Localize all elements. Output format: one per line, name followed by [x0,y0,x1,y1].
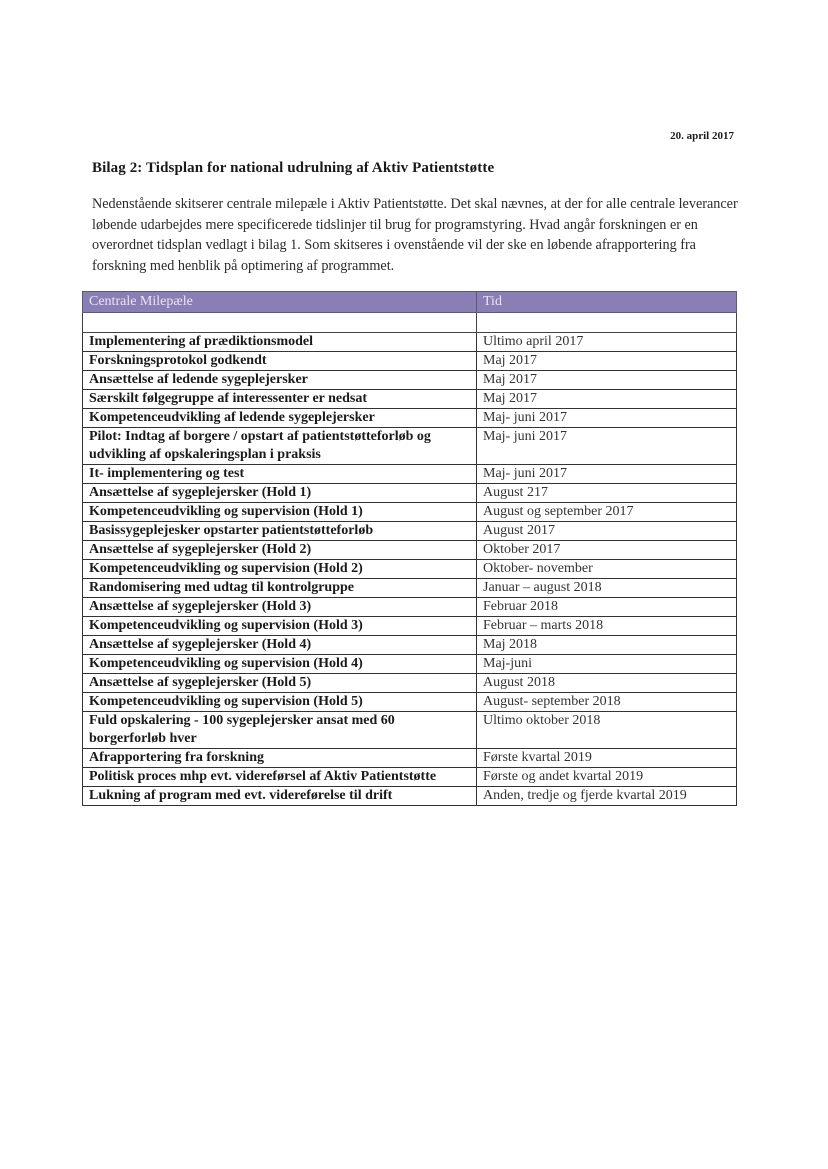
milestone-cell: Ansættelse af ledende sygeplejersker [83,371,477,390]
table-row [83,598,737,617]
milestone-cell: Ansættelse af sygeplejersker (Hold 5) [83,674,477,693]
milestone-cell: Lukning af program med evt. videreførelse til drift [83,787,477,806]
time-cell: Maj 2018 [477,636,737,655]
milestone-cell: Ansættelse af sygeplejersker (Hold 4) [83,636,477,655]
milestone-cell: Forskningsprotokol godkendt [83,352,477,371]
table-row [83,617,737,636]
time-cell: Maj- juni 2017 [477,465,737,484]
milestone-cell: Afrapportering fra forskning [83,749,477,768]
milestone-cell: Kompetenceudvikling af ledende sygeplejersker [83,409,477,428]
page-title: Bilag 2: Tidsplan for national udrulning af Aktiv Patientstøtte [92,160,495,176]
table-row [83,787,737,806]
table-row [83,503,737,522]
time-cell: Maj 2017 [477,371,737,390]
time-cell: Ultimo april 2017 [477,333,737,352]
table-row [83,371,737,390]
table-row [83,352,737,371]
table-row [83,484,737,503]
table-row [83,390,737,409]
milestone-cell: Implementering af prædiktionsmodel [83,333,477,352]
table-row [83,333,737,352]
milestone-cell: Kompetenceudvikling og supervision (Hold 5) [83,693,477,712]
time-cell: Første kvartal 2019 [477,749,737,768]
time-cell: August- september 2018 [477,693,737,712]
milestone-cell: Ansættelse af sygeplejersker (Hold 2) [83,541,477,560]
time-cell: Maj 2017 [477,390,737,409]
milestone-cell: Randomisering med udtag til kontrolgruppe [83,579,477,598]
milestone-cell: Ansættelse af sygeplejersker (Hold 1) [83,484,477,503]
time-cell: August 2017 [477,522,737,541]
milestone-cell: Kompetenceudvikling og supervision (Hold 2) [83,560,477,579]
table-row [83,768,737,787]
table-row [83,428,737,465]
milestone-cell: It- implementering og test [83,465,477,484]
table-row [83,522,737,541]
table-row [83,712,737,749]
time-cell: Oktober 2017 [477,541,737,560]
table-row [83,749,737,768]
time-cell: Februar 2018 [477,598,737,617]
time-cell: Oktober- november [477,560,737,579]
table-row [83,409,737,428]
table-row [83,693,737,712]
table-row [83,541,737,560]
intro-paragraph: Nedenstående skitserer centrale milepæle i Aktiv Patientstøtte. Det skal nævnes, at der for alle centrale leverancer løbende udarbejdes mere specificerede tidslinjer til brug for programstyring. Hvad angår forskningen er en overordnet tidsplan vedlagt i bilag 1. Som skitseres i ovenstående vil der ske en løbende afrapportering fra forskning med henblik på optimering af programmet. [92,196,738,274]
table-row [83,579,737,598]
time-cell: Januar – august 2018 [477,579,737,598]
table-header-row [83,292,737,313]
document-date: 20. april 2017 [670,130,734,142]
milestone-cell: Kompetenceudvikling og supervision (Hold 3) [83,617,477,636]
milestone-table [82,291,737,806]
milestone-cell: Kompetenceudvikling og supervision (Hold 1) [83,503,477,522]
time-cell: August og september 2017 [477,503,737,522]
time-cell: Maj- juni 2017 [477,428,737,465]
time-cell: Ultimo oktober 2018 [477,712,737,749]
time-cell: Maj-juni [477,655,737,674]
time-cell: Maj- juni 2017 [477,409,737,428]
milestone-cell: Basissygeplejesker opstarter patientstøtteforløb [83,522,477,541]
time-cell: August 2018 [477,674,737,693]
table-row [83,674,737,693]
time-cell: August 217 [477,484,737,503]
column-header-milestones: Centrale Milepæle [83,292,477,313]
time-cell: Maj 2017 [477,352,737,371]
table-spacer-row [83,313,737,333]
column-header-time: Tid [477,292,737,313]
milestone-cell: Politisk proces mhp evt. videreførsel af Aktiv Patientstøtte [83,768,477,787]
time-cell: Anden, tredje og fjerde kvartal 2019 [477,787,737,806]
milestone-cell: Pilot: Indtag af borgere / opstart af patientstøtteforløb og udvikling af opskaleringsplan i praksis [83,428,477,465]
milestone-cell: Ansættelse af sygeplejersker (Hold 3) [83,598,477,617]
milestone-cell: Særskilt følgegruppe af interessenter er nedsat [83,390,477,409]
milestone-cell: Kompetenceudvikling og supervision (Hold 4) [83,655,477,674]
table-row [83,636,737,655]
table-row [83,465,737,484]
time-cell: Første og andet kvartal 2019 [477,768,737,787]
table-row [83,560,737,579]
milestone-cell: Fuld opskalering - 100 sygeplejersker ansat med 60 borgerforløb hver [83,712,477,749]
time-cell: Februar – marts 2018 [477,617,737,636]
table-row [83,655,737,674]
